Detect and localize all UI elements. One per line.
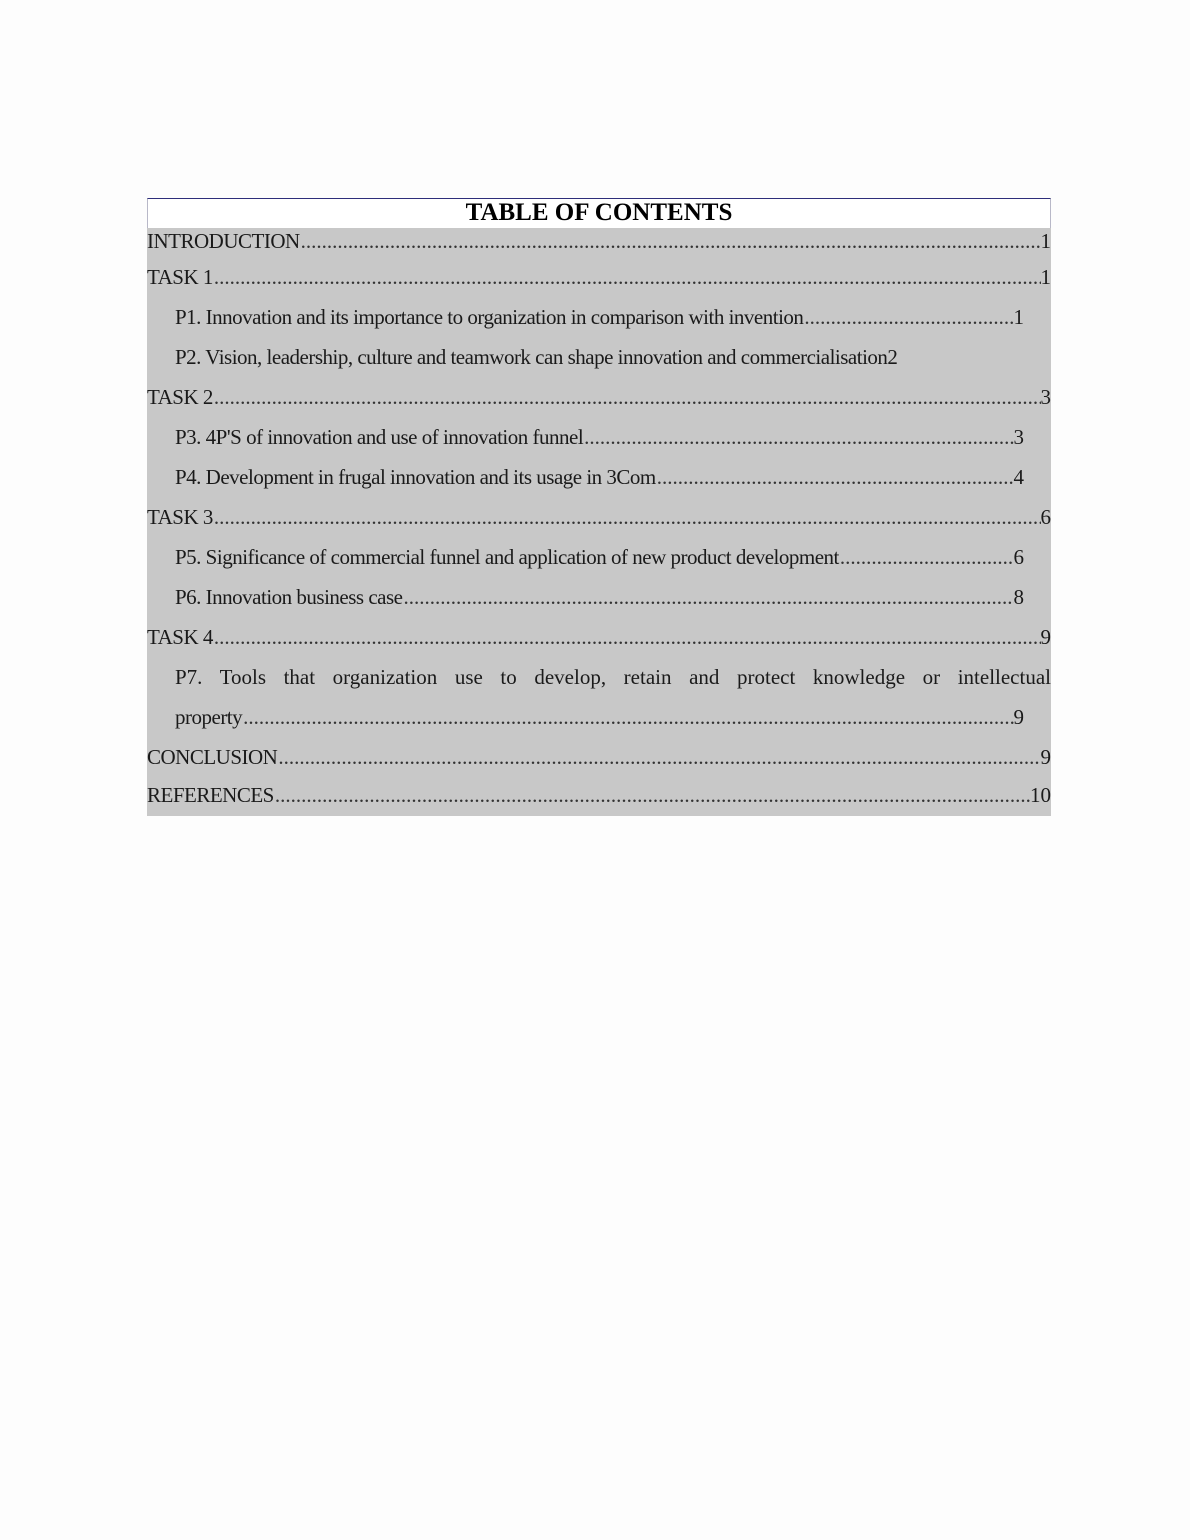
dot-leader xyxy=(804,297,1013,337)
dot-leader xyxy=(243,697,1013,737)
toc-entry-page: 6 xyxy=(1013,545,1024,569)
toc-entry-p7-line2[interactable] xyxy=(147,697,1051,737)
dot-leader xyxy=(275,777,1030,813)
toc-entry-label: CONCLUSION xyxy=(147,745,278,769)
toc-entry-label: property xyxy=(175,705,243,729)
toc-entry-page: 9 xyxy=(1040,745,1051,769)
toc-entry-p2[interactable] xyxy=(147,337,1051,377)
toc-entry-introduction[interactable] xyxy=(147,228,1051,257)
dot-leader xyxy=(214,257,1041,297)
dot-leader xyxy=(840,537,1014,577)
toc-entry-label: P1. Innovation and its importance to organization in comparison with invention xyxy=(175,305,804,329)
toc-entry-label: TASK 3 xyxy=(147,505,213,529)
dot-leader xyxy=(657,457,1014,497)
dot-leader xyxy=(214,497,1041,537)
toc-entry-label: P6. Innovation business case xyxy=(175,585,403,609)
dot-leader xyxy=(403,577,1013,617)
toc-entry-label: INTRODUCTION xyxy=(147,229,300,253)
toc-entry-p3[interactable] xyxy=(147,417,1051,457)
toc-entry-label: P4. Development in frugal innovation and its usage in 3Com xyxy=(175,465,656,489)
toc-entry-p1[interactable] xyxy=(147,297,1051,337)
toc-entry-page: 1 xyxy=(1040,265,1051,289)
dot-leader xyxy=(214,377,1041,417)
toc-entry-page: 2 xyxy=(887,345,898,369)
toc-entry-p6[interactable] xyxy=(147,577,1051,617)
toc-entry-label: TASK 4 xyxy=(147,625,213,649)
toc-entry-p4[interactable] xyxy=(147,457,1051,497)
toc-body xyxy=(147,228,1051,816)
dot-leader xyxy=(214,617,1041,657)
toc-entry-page: 1 xyxy=(1040,229,1051,253)
toc-entry-page: 4 xyxy=(1013,465,1024,489)
toc-entry-page: 9 xyxy=(1013,705,1024,729)
toc-entry-label: P5. Significance of commercial funnel and application of new product development xyxy=(175,545,839,569)
toc-entry-page: 10 xyxy=(1030,783,1051,807)
toc-entry-page: 3 xyxy=(1013,425,1024,449)
toc-entry-label: P7. Tools that organization use to develop, retain and protect knowledge or intellectual xyxy=(175,665,1051,689)
toc-entry-task-3[interactable] xyxy=(147,497,1051,537)
toc-entry-page: 9 xyxy=(1040,625,1051,649)
toc-entry-page: 1 xyxy=(1013,305,1024,329)
toc-entry-label: TASK 2 xyxy=(147,385,213,409)
toc-entry-page: 3 xyxy=(1040,385,1051,409)
toc-entry-task-1[interactable] xyxy=(147,257,1051,297)
toc-entry-p5[interactable] xyxy=(147,537,1051,577)
toc-entry-label: TASK 1 xyxy=(147,265,213,289)
toc-entry-references[interactable] xyxy=(147,777,1051,813)
toc-entry-label: P2. Vision, leadership, culture and teamwork can shape innovation and commercialisation xyxy=(175,345,888,369)
toc-entry-task-2[interactable] xyxy=(147,377,1051,417)
toc-entry-page: 8 xyxy=(1013,585,1024,609)
dot-leader xyxy=(584,417,1013,457)
dot-leader xyxy=(278,737,1040,777)
table-of-contents xyxy=(147,198,1051,816)
dot-leader xyxy=(301,228,1041,254)
toc-entry-task-4[interactable] xyxy=(147,617,1051,657)
toc-entry-conclusion[interactable] xyxy=(147,737,1051,777)
toc-title: TABLE OF CONTENTS xyxy=(147,198,1051,228)
toc-entry-page: 6 xyxy=(1040,505,1051,529)
toc-entry-p7-line1[interactable] xyxy=(147,657,1051,697)
toc-entry-label: P3. 4P'S of innovation and use of innovation funnel xyxy=(175,425,584,449)
toc-entry-label: REFERENCES xyxy=(147,783,274,807)
